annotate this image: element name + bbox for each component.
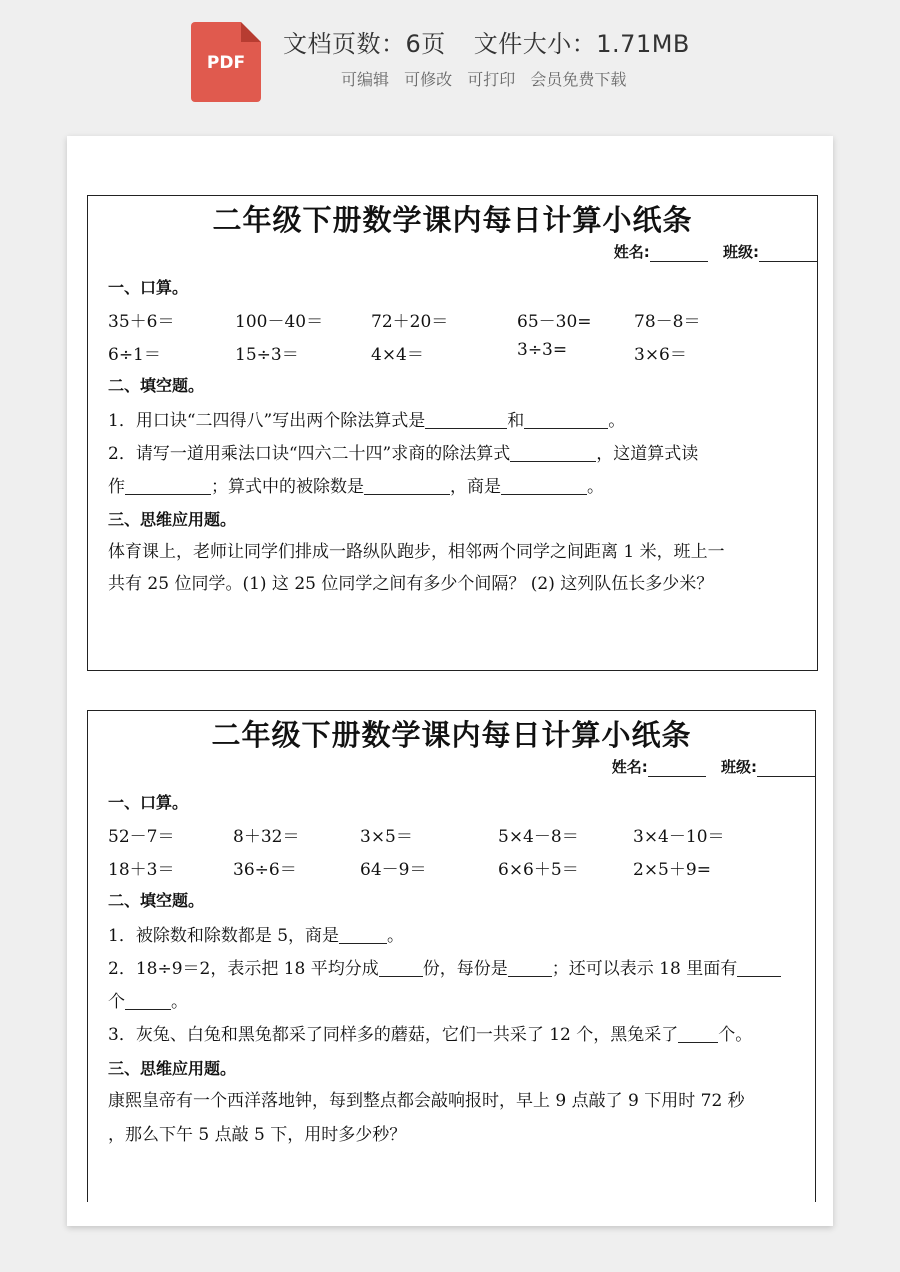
word-problem-line: 共有 25 位同学。(1) 这 25 位同学之间有多少个间隔？ (2) 这列队伍长多少米？ [108,574,714,594]
calc-item: 8＋32＝ [233,827,300,847]
page-count: 文档页数：6页 [283,30,446,58]
calc-item: 4×4＝ [371,345,424,365]
document-meta [283,24,690,59]
calc-item: 18＋3＝ [108,860,175,880]
worksheet-title: 二年级下册数学课内每日计算小纸条 [212,203,693,237]
calc-item: 65－30= [517,312,592,332]
calc-item: 5×4－8＝ [498,827,579,847]
document-page [67,136,833,1226]
calc-item: 6÷1＝ [108,345,161,365]
pdf-file-icon [191,22,261,102]
section-word-problem-heading: 三、思维应用题。 [108,510,237,529]
answer-blank[interactable] [524,411,608,429]
name-label: 姓名: [613,243,650,261]
answer-blank[interactable] [339,926,387,944]
word-problem-line: ，那么下午 5 点敲 5 下，用时多少秒？ [108,1125,407,1145]
calc-item: 72＋20＝ [371,312,449,332]
section-oral-calc-heading: 一、口算。 [108,793,189,812]
document-info-header [0,0,900,120]
calc-item: 64－9＝ [360,860,427,880]
calc-item: 52－7＝ [108,827,175,847]
word-problem-line: 康熙皇帝有一个西洋落地钟，每到整点都会敲响报时，早上 9 点敲了 9 下用时 72 秒 [108,1091,745,1111]
answer-blank[interactable] [508,959,552,977]
answer-blank[interactable] [501,477,587,495]
class-label: 班级: [723,243,759,261]
name-label: 姓名: [611,758,648,776]
worksheet-title: 二年级下册数学课内每日计算小纸条 [211,718,692,752]
name-blank [650,261,708,262]
worksheet-2 [87,710,816,1202]
calc-item: 35＋6＝ [108,312,175,332]
word-problem-line: 体育课上，老师让同学们排成一路纵队跑步，相邻两个同学之间距离 1 米，班上一 [108,542,725,562]
answer-blank[interactable] [379,959,423,977]
fill-question-2-cont: 作 ；算式中的被除数是 ，商是 。 [108,477,604,497]
fill-question-2: 2．18÷9＝2，表示把 18 平均分成 份，每份是 ；还可以表示 18 里面有 [108,954,781,979]
name-class-bar [612,756,815,777]
answer-blank[interactable] [510,444,596,462]
answer-blank[interactable] [364,477,450,495]
section-fill-blank-heading: 二、填空题。 [108,891,205,910]
calc-item: 6×6＋5＝ [498,860,579,880]
calc-item: 36÷6＝ [233,860,297,880]
calc-item: 2×5＋9= [633,860,711,880]
fill-question-2-cont: 个 。 [108,992,188,1012]
fill-question-2: 2．请写一道用乘法口诀“四六二十四”求商的除法算式 ，这道算式读 [108,444,699,464]
calc-item: 100－40＝ [235,312,324,332]
class-blank [759,261,817,262]
calc-item: 3×5＝ [360,827,413,847]
section-fill-blank-heading: 二、填空题。 [108,376,205,395]
feature-free-download: 会员免费下载 [530,70,627,89]
file-size: 文件大小：1.71MB [473,30,690,58]
calc-item: 78－8＝ [634,312,701,332]
fill-question-3: 3．灰兔、白兔和黑兔都采了同样多的蘑菇，它们一共采了 12 个，黑兔采了 个。 [108,1025,753,1045]
answer-blank[interactable] [125,477,211,495]
answer-blank[interactable] [125,992,171,1010]
fill-question-1: 1．用口诀“二四得八”写出两个除法算式是 和 。 [108,411,626,431]
calc-item: 3×4－10＝ [633,827,725,847]
feature-editable: 可编辑 [341,70,390,89]
fill-question-1: 1．被除数和除数都是 5，商是 。 [108,926,405,946]
calc-item: 3÷3= [517,340,568,360]
name-blank [648,776,706,777]
answer-blank[interactable] [737,959,781,977]
section-word-problem-heading: 三、思维应用题。 [108,1059,237,1078]
calc-item: 15÷3＝ [235,345,299,365]
pdf-icon-fold [241,22,261,42]
class-label: 班级: [721,758,757,776]
feature-modifiable: 可修改 [404,70,453,89]
class-blank [757,776,815,777]
calc-item: 3×6＝ [634,345,687,365]
name-class-bar [614,241,817,262]
feature-printable: 可打印 [467,70,516,89]
pdf-icon-label: PDF [206,53,246,73]
section-oral-calc-heading: 一、口算。 [108,278,189,297]
feature-list [341,67,636,90]
answer-blank[interactable] [425,411,507,429]
answer-blank[interactable] [678,1025,718,1043]
worksheet-1 [87,195,818,671]
